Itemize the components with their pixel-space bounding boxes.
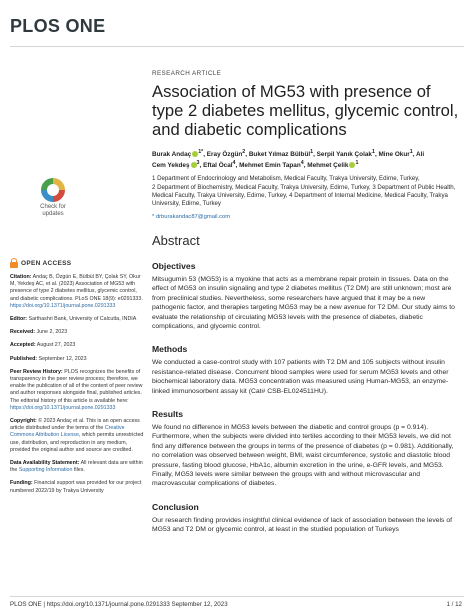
published-date: September 12, 2023 — [38, 355, 87, 362]
accepted-label: Accepted: — [10, 342, 36, 349]
page-footer — [10, 601, 462, 608]
received-label: Received: — [10, 329, 36, 336]
open-lock-icon — [10, 258, 18, 268]
conclusion-text: Our research finding provides insightful clinical evidence of lack of association between the levels of MG53 and T2 DM or glycemic control, at least in the studied population of Turkeys — [152, 516, 452, 534]
article-title: Association of MG53 with presence of type 2 diabetes mellitus, glycemic control, and diabetic complications — [152, 82, 459, 139]
objectives-text: Mitsugumin 53 (MG53) is a myokine that acts as a membrane repair protein in tissues. Data on the effect of MG53 on insulin signaling and type 2 diabetes mellitus (T2 DM) are still unknown; most are from preclinical studies. Nevertheless, some researchers have argued that it may be a new pathogenic factor, and therapies targeting MG53 may be a new avenue for T2 DM. Our study aims to evaluate the relationship of circulating MG53 levels with the presence of diabetes, diabetic complications, and glycemic control. — [152, 275, 455, 330]
affiliations — [152, 175, 460, 209]
open-access-text: OPEN ACCESS — [21, 259, 72, 267]
author-affiliation-marker: 1 — [409, 149, 413, 155]
citation-text: Andaç B, Özgün E, Bülbül BY, Çolak SY, Okur M, Yekdeş AC, et al. (2023) Association of MG53 with presence of type 2 diabetes mellitus, glycemic control, and diabetic complications. PLoS ONE 18(9): e0291333. — [10, 274, 143, 302]
accepted-block — [10, 342, 145, 349]
citation-doi-link[interactable]: https://doi.org/10.1371/journal.pone.0291333 — [10, 302, 116, 309]
methods-heading: Methods — [152, 344, 188, 355]
article-type-label: RESEARCH ARTICLE — [152, 70, 222, 77]
badge-label-line1: Check for — [40, 204, 66, 210]
results-heading: Results — [152, 408, 184, 419]
conclusion-heading: Conclusion — [152, 501, 199, 512]
author-name[interactable]: Cem Yekdeş — [152, 162, 190, 170]
article-metadata — [10, 274, 145, 495]
article-main — [152, 70, 460, 535]
journal-logo[interactable]: PLOS ONE — [10, 16, 106, 36]
peer-review-text: PLOS recognizes the benefits of transparency in the peer review process; therefore, we enable the publication of all of the content of peer review and author responses alongside final, published articles. The editorial history of this article is available here: — [10, 368, 143, 404]
copyright-block — [10, 418, 145, 454]
article-sidebar — [10, 178, 145, 501]
author-name[interactable]: , Mehmet Emin Tapan — [235, 162, 301, 170]
footer-citation-link[interactable]: PLOS ONE | https://doi.org/10.1371/journal.pone.0291333 September 12, 2023 — [10, 601, 228, 608]
badge-label-line2: updates — [42, 211, 64, 217]
funding-block — [10, 480, 145, 494]
published-label: Published: — [10, 355, 38, 362]
open-access-label — [10, 258, 145, 268]
data-availability-label: Data Availability Statement: — [10, 460, 80, 467]
objectives-heading: Objectives — [152, 260, 196, 271]
check-for-updates-icon — [41, 178, 65, 202]
results-text: We found no difference in MG53 levels between the diabetic and control groups (p = 0.914). Furthermore, when the subjects were divided into tertiles according to their MG53 levels, we did not find any difference between the groups in terms of the presence of diabetes (p = 0.981). Additionally, no correlation was observed between weight, BMI, waist circumference, systolic and diastolic blood pressure, fasting blood glucose, HbA1c, albumin excretion in the urine, e-GFR levels, and MG53. Finally, MG53 levels were similar between the groups with and without microvascular and macrovascular complications of diabetes. — [152, 423, 454, 488]
editor-label: Editor: — [10, 316, 28, 323]
author-affiliation-marker: 1 — [371, 149, 375, 155]
author-name[interactable]: , Mine Okur — [374, 151, 410, 159]
peer-review-label: Peer Review History: — [10, 368, 63, 375]
footer-divider — [10, 596, 464, 597]
author-name[interactable]: , Mehmet Çelik — [303, 162, 349, 170]
author-name[interactable]: Burak Andaç — [152, 151, 192, 159]
supporting-information-link[interactable]: Supporting Information — [18, 467, 73, 474]
editor-block — [10, 316, 145, 323]
page-number: 1 / 12 — [446, 601, 462, 608]
affiliation-line: 1 Department of Endocrinology and Metabolism, Medical Faculty, Trakya University, Edirne, Turkey, — [152, 175, 420, 183]
author-affiliation-marker: 2 — [242, 149, 246, 155]
header-divider — [10, 46, 464, 47]
funding-text: Financial support was provided for our project numbered 2022/19 by Trakya University — [10, 480, 142, 494]
author-name[interactable]: , Eray Özgün — [203, 151, 243, 159]
corresponding-email-link[interactable]: * drburakandac87@gmail.com — [152, 213, 231, 220]
author-name[interactable]: , Buket Yılmaz Bülbül — [245, 151, 311, 159]
received-date: June 2, 2023 — [36, 329, 68, 336]
received-block — [10, 329, 145, 336]
author-affiliation-marker: 3 — [196, 160, 200, 167]
funding-label: Funding: — [10, 480, 33, 487]
copyright-text: © 2023 Andaç et al. This is an open access article distributed under the terms of the — [10, 418, 140, 432]
author-list — [152, 148, 460, 170]
data-availability-text-end: files. — [73, 467, 85, 474]
peer-review-block — [10, 369, 145, 412]
citation-label: Citation: — [10, 274, 32, 280]
data-availability-block — [10, 460, 145, 474]
copyright-label: Copyright: — [10, 418, 37, 425]
author-affiliation-marker: 4 — [300, 160, 304, 167]
badge-label — [40, 204, 66, 218]
license-link[interactable]: Creative Commons Attribution License — [10, 425, 125, 439]
published-block — [10, 356, 145, 363]
editor-text: Sarthashri Bank, University of Calcutta, INDIA — [28, 316, 137, 323]
citation-block — [10, 274, 145, 310]
affiliation-line: 2 Department of Biochemistry, Medical Faculty, Trakya University, Edirne, Turkey, 3 Department of Public Health, Medical Faculty, Trakya University, Edirne, Turkey, 4 Department of Internal Medicine, Medical Faculty, Trakya University, Edirne, Turkey — [152, 183, 456, 208]
methods-text: We conducted a case-control study with 107 patients with T2 DM and 105 subjects without insulin resistance-related disease. Concurrent blood samples were used for serum MG53 levels and other biochemical laboratory data. MG53 concentration was measured using Human-MG53, an enzyme-linked immunosorbent assay kit (Cat# CSB-EL024511HU). — [152, 359, 449, 395]
abstract-heading: Abstract — [152, 232, 200, 248]
author-name[interactable]: , Ali — [412, 151, 425, 159]
peer-review-link[interactable]: https://doi.org/10.1371/journal.pone.0291333 — [10, 404, 116, 411]
author-name[interactable]: , Eftal Öcal — [199, 162, 233, 170]
check-for-updates-badge[interactable] — [36, 178, 70, 220]
author-affiliation-marker: 1* — [198, 149, 204, 155]
data-availability-text: All relevant data are within the — [10, 460, 143, 474]
author-name[interactable]: , Serpil Yanık Çolak — [313, 151, 372, 159]
accepted-date: August 27, 2023 — [36, 342, 76, 349]
author-affiliation-marker: 1 — [355, 160, 359, 167]
author-affiliation-marker: 1 — [310, 149, 314, 155]
copyright-text-end: , which permits unrestricted use, distribution, and reproduction in any medium, provided the original author and source are credited. — [10, 432, 144, 453]
author-affiliation-marker: 4 — [232, 160, 236, 167]
